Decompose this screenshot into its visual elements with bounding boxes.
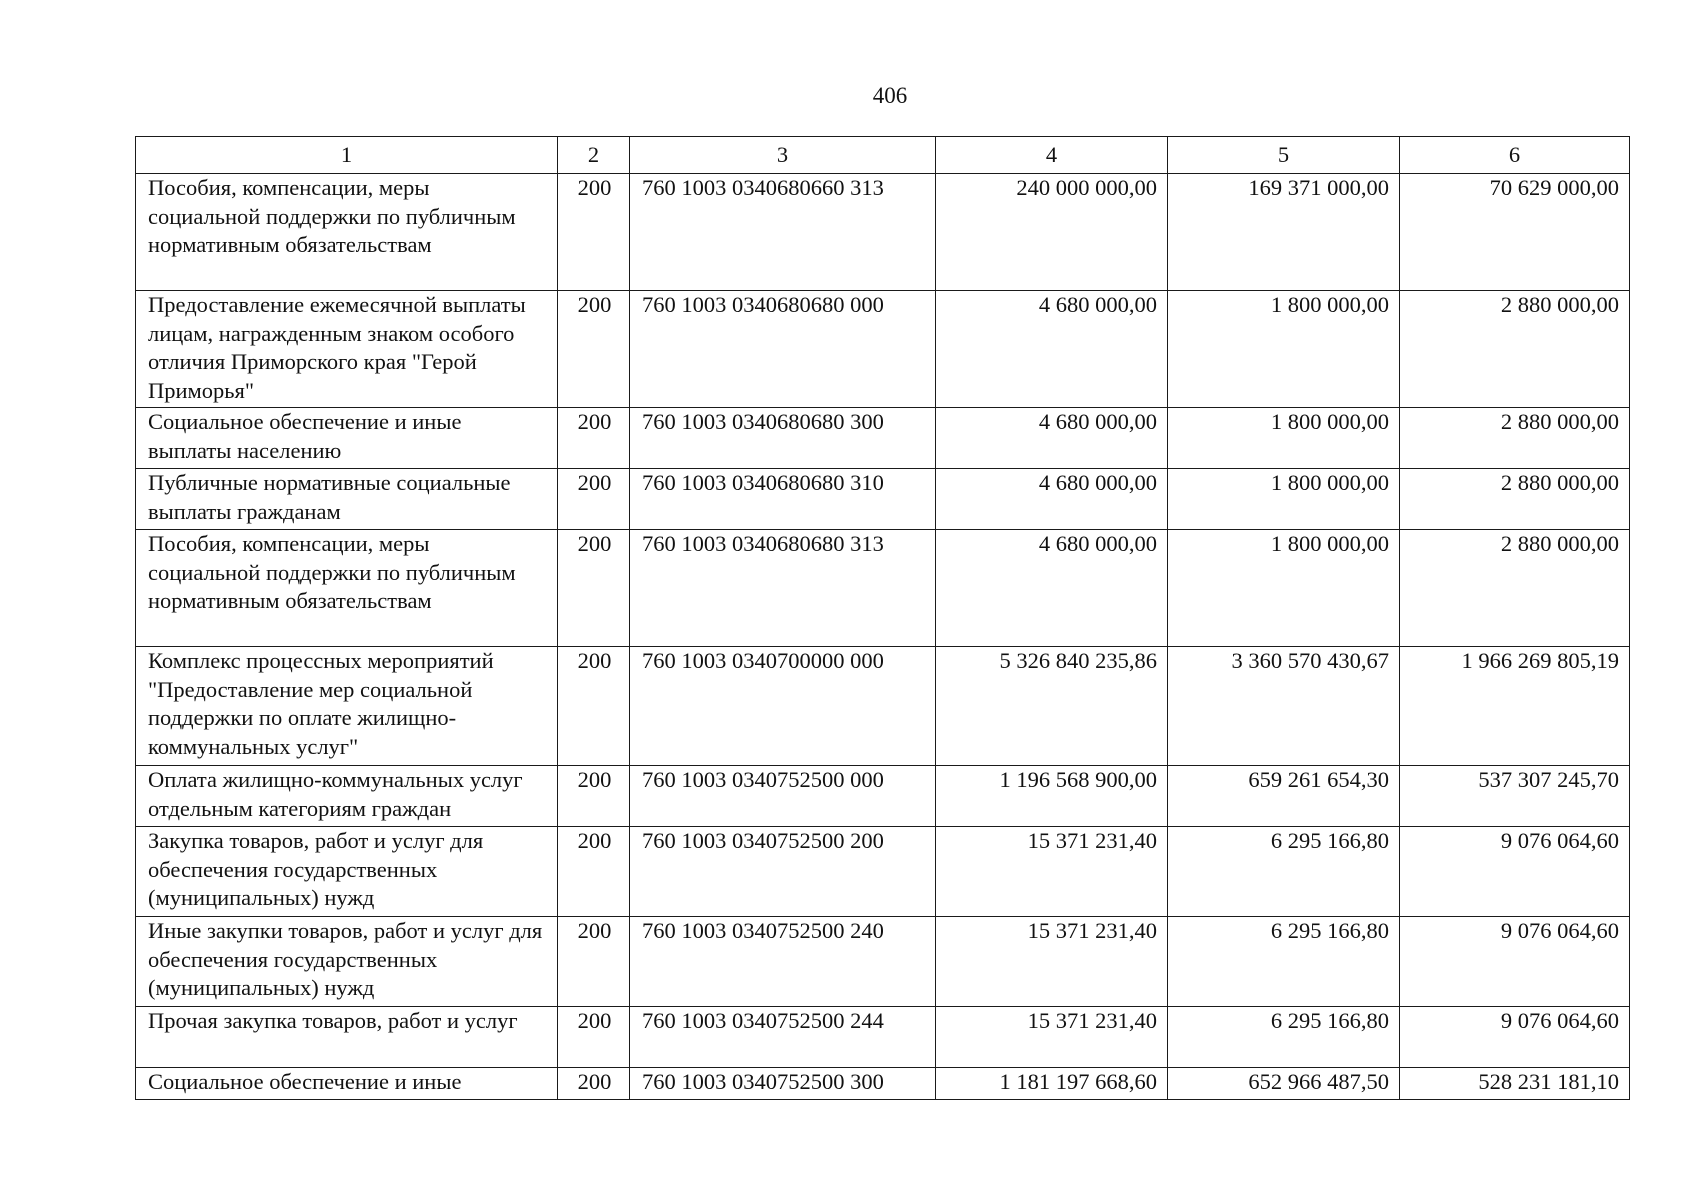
row-col5: 652 966 487,50: [1168, 1068, 1400, 1100]
row-col6: 1 966 269 805,19: [1400, 647, 1630, 766]
row-col6: 2 880 000,00: [1400, 408, 1630, 469]
row-col5: 6 295 166,80: [1168, 917, 1400, 1007]
table-row: [136, 1068, 1630, 1100]
row-name: Прочая закупка товаров, работ и услуг: [136, 1007, 558, 1068]
row-col4: 5 326 840 235,86: [936, 647, 1168, 766]
row-col4: 15 371 231,40: [936, 917, 1168, 1007]
row-col4: 4 680 000,00: [936, 530, 1168, 647]
row-group: 200: [558, 174, 630, 291]
row-col5: 3 360 570 430,67: [1168, 647, 1400, 766]
row-col5: 659 261 654,30: [1168, 766, 1400, 827]
row-code: 760 1003 0340680680 313: [630, 530, 936, 647]
row-group: 200: [558, 766, 630, 827]
row-col5: 6 295 166,80: [1168, 1007, 1400, 1068]
row-group: 200: [558, 530, 630, 647]
row-col4: 4 680 000,00: [936, 291, 1168, 408]
row-code: 760 1003 0340752500 300: [630, 1068, 936, 1100]
row-name: Закупка товаров, работ и услуг для обеспечения государственных (муниципальных) нужд: [136, 827, 558, 917]
header-col-1: 1: [136, 137, 558, 174]
row-name: Пособия, компенсации, меры социальной поддержки по публичным нормативным обязательствам: [136, 174, 558, 291]
row-group: 200: [558, 469, 630, 530]
table-row: [136, 469, 1630, 530]
row-name: Пособия, компенсации, меры социальной поддержки по публичным нормативным обязательствам: [136, 530, 558, 647]
row-code: 760 1003 0340680680 000: [630, 291, 936, 408]
row-col5: 6 295 166,80: [1168, 827, 1400, 917]
row-group: 200: [558, 291, 630, 408]
header-col-5: 5: [1168, 137, 1400, 174]
row-code: 760 1003 0340752500 200: [630, 827, 936, 917]
budget-table: [135, 136, 1630, 1100]
row-col5: 1 800 000,00: [1168, 469, 1400, 530]
row-col6: 2 880 000,00: [1400, 469, 1630, 530]
row-name: Иные закупки товаров, работ и услуг для обеспечения государственных (муниципальных) нужд: [136, 917, 558, 1007]
header-col-2: 2: [558, 137, 630, 174]
row-name: Комплекс процессных мероприятий "Предоставление мер социальной поддержки по оплате жилищно-коммунальных услуг": [136, 647, 558, 766]
row-group: 200: [558, 408, 630, 469]
table-row: [136, 917, 1630, 1007]
table-row: [136, 1007, 1630, 1068]
row-col4: 1 181 197 668,60: [936, 1068, 1168, 1100]
row-col6: 9 076 064,60: [1400, 827, 1630, 917]
row-col4: 240 000 000,00: [936, 174, 1168, 291]
row-name: Социальное обеспечение и иные: [136, 1068, 558, 1100]
table-row: [136, 174, 1630, 291]
row-code: 760 1003 0340680680 300: [630, 408, 936, 469]
table-row: [136, 827, 1630, 917]
table-header: [136, 137, 1630, 174]
row-col5: 1 800 000,00: [1168, 408, 1400, 469]
row-col4: 4 680 000,00: [936, 469, 1168, 530]
table-row: [136, 408, 1630, 469]
table-row: [136, 647, 1630, 766]
row-col6: 537 307 245,70: [1400, 766, 1630, 827]
row-code: 760 1003 0340752500 000: [630, 766, 936, 827]
page-number: 406: [872, 83, 908, 108]
table-body: [136, 174, 1630, 1100]
row-col4: 15 371 231,40: [936, 1007, 1168, 1068]
row-col4: 1 196 568 900,00: [936, 766, 1168, 827]
row-col5: 1 800 000,00: [1168, 530, 1400, 647]
table-row: [136, 530, 1630, 647]
row-col6: 528 231 181,10: [1400, 1068, 1630, 1100]
row-name: Социальное обеспечение и иные выплаты населению: [136, 408, 558, 469]
row-col5: 169 371 000,00: [1168, 174, 1400, 291]
row-group: 200: [558, 1007, 630, 1068]
row-col4: 15 371 231,40: [936, 827, 1168, 917]
row-col6: 9 076 064,60: [1400, 917, 1630, 1007]
row-col6: 9 076 064,60: [1400, 1007, 1630, 1068]
row-group: 200: [558, 647, 630, 766]
header-col-3: 3: [630, 137, 936, 174]
row-name: Предоставление ежемесячной выплаты лицам, награжденным знаком особого отличия Приморского края "Герой Приморья": [136, 291, 558, 408]
row-col6: 2 880 000,00: [1400, 530, 1630, 647]
row-col6: 70 629 000,00: [1400, 174, 1630, 291]
row-col6: 2 880 000,00: [1400, 291, 1630, 408]
row-code: 760 1003 0340752500 240: [630, 917, 936, 1007]
row-group: 200: [558, 827, 630, 917]
table-row: [136, 766, 1630, 827]
header-row: [136, 137, 1630, 174]
row-code: 760 1003 0340680660 313: [630, 174, 936, 291]
row-group: 200: [558, 1068, 630, 1100]
row-name: Публичные нормативные социальные выплаты гражданам: [136, 469, 558, 530]
row-code: 760 1003 0340680680 310: [630, 469, 936, 530]
header-col-6: 6: [1400, 137, 1630, 174]
row-col4: 4 680 000,00: [936, 408, 1168, 469]
row-group: 200: [558, 917, 630, 1007]
row-code: 760 1003 0340752500 244: [630, 1007, 936, 1068]
header-col-4: 4: [936, 137, 1168, 174]
row-code: 760 1003 0340700000 000: [630, 647, 936, 766]
row-col5: 1 800 000,00: [1168, 291, 1400, 408]
table-row: [136, 291, 1630, 408]
row-name: Оплата жилищно-коммунальных услуг отдельным категориям граждан: [136, 766, 558, 827]
